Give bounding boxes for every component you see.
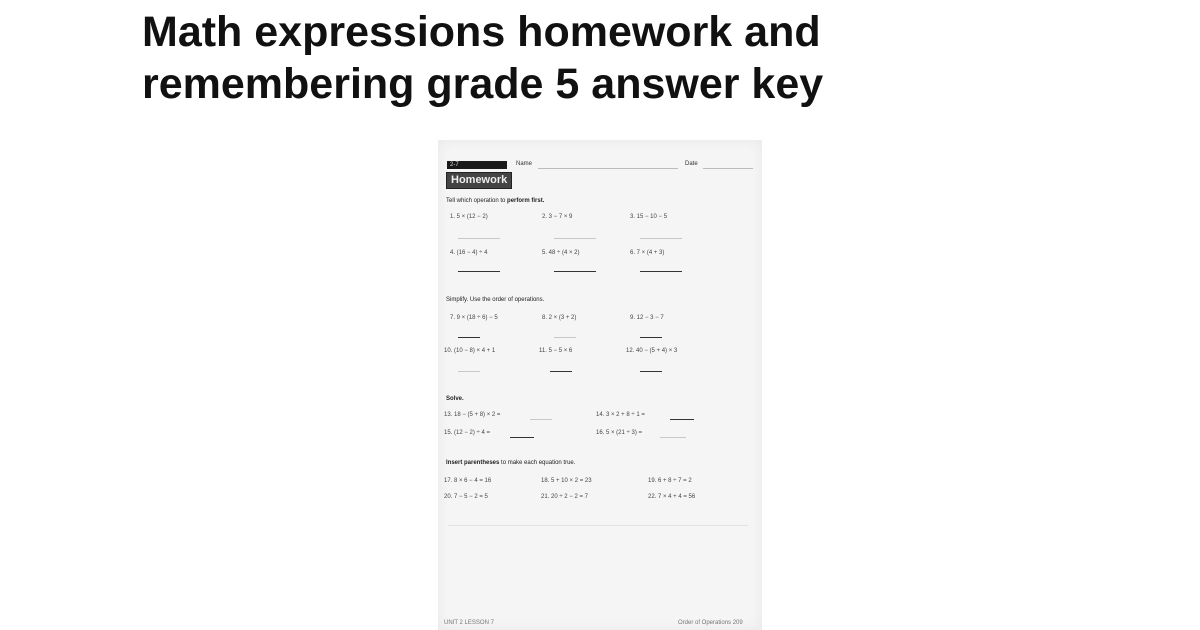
title-line-1: Math expressions homework and <box>142 8 821 56</box>
problem-18: 18. 5 + 10 × 2 = 23 <box>541 478 592 484</box>
name-label: Name <box>516 161 533 167</box>
problem-14: 14. 3 × 2 + 8 ÷ 1 = <box>596 412 645 418</box>
answer-line <box>640 238 682 239</box>
footer-left: UNIT 2 LESSON 7 <box>444 620 494 626</box>
problem-19: 19. 6 + 8 ÷ 7 = 2 <box>648 478 692 484</box>
problem-6: 6. 7 × (4 + 3) <box>630 250 665 256</box>
problem-3: 3. 15 − 10 − 5 <box>630 214 668 220</box>
divider <box>448 525 748 526</box>
problem-12: 12. 40 − (5 + 4) × 3 <box>626 348 678 354</box>
answer-line <box>458 371 480 372</box>
problem-17: 17. 8 × 6 − 4 = 16 <box>444 478 492 484</box>
answer-line <box>530 419 552 420</box>
homework-heading: Homework <box>446 172 512 189</box>
problem-9: 9. 12 − 3 − 7 <box>630 315 664 321</box>
answer-line <box>554 271 596 272</box>
answer-line <box>640 337 662 338</box>
section-4-instruction: Insert parentheses to make each equation true. <box>446 460 576 466</box>
problem-16: 16. 5 × (21 ÷ 3) = <box>596 430 642 436</box>
section-1-instruction: Tell which operation to perform first. <box>446 198 545 204</box>
problem-7: 7. 9 × (18 ÷ 6) − 5 <box>450 315 498 321</box>
answer-line <box>550 371 572 372</box>
problem-10: 10. (10 − 8) × 4 + 1 <box>444 348 496 354</box>
answer-line <box>554 238 596 239</box>
section-3-instruction: Solve. <box>446 396 464 402</box>
problem-13: 13. 18 − (5 + 8) × 2 = <box>444 412 501 418</box>
answer-line <box>458 271 500 272</box>
problem-5: 5. 48 ÷ (4 × 2) <box>542 250 580 256</box>
problem-1: 1. 5 × (12 − 2) <box>450 214 488 220</box>
answer-line <box>458 238 500 239</box>
section-2-instruction: Simplify. Use the order of operations. <box>446 297 545 303</box>
answer-line <box>640 271 682 272</box>
problem-20: 20. 7 − 5 − 2 = 5 <box>444 494 488 500</box>
name-line <box>538 168 678 169</box>
lesson-number: 2-7 <box>450 162 459 168</box>
title-line-2: remembering grade 5 answer key <box>142 60 824 108</box>
problem-22: 22. 7 × 4 + 4 = 56 <box>648 494 696 500</box>
problem-21: 21. 20 ÷ 2 − 2 = 7 <box>541 494 588 500</box>
date-line <box>703 168 753 169</box>
answer-line <box>554 337 576 338</box>
problem-8: 8. 2 × (3 + 2) <box>542 315 577 321</box>
page-title <box>142 6 1042 110</box>
problem-11: 11. 5 − 5 × 6 <box>539 348 573 354</box>
problem-4: 4. (16 − 4) ÷ 4 <box>450 250 488 256</box>
answer-line <box>670 419 694 420</box>
problem-2: 2. 3 − 7 × 9 <box>542 214 573 220</box>
answer-line <box>660 437 686 438</box>
date-label: Date <box>685 161 698 167</box>
answer-line <box>640 371 662 372</box>
footer-right: Order of Operations 209 <box>678 620 743 626</box>
problem-15: 15. (12 − 2) ÷ 4 = <box>444 430 490 436</box>
answer-line <box>510 437 534 438</box>
answer-line <box>458 337 480 338</box>
worksheet-image <box>438 140 762 630</box>
